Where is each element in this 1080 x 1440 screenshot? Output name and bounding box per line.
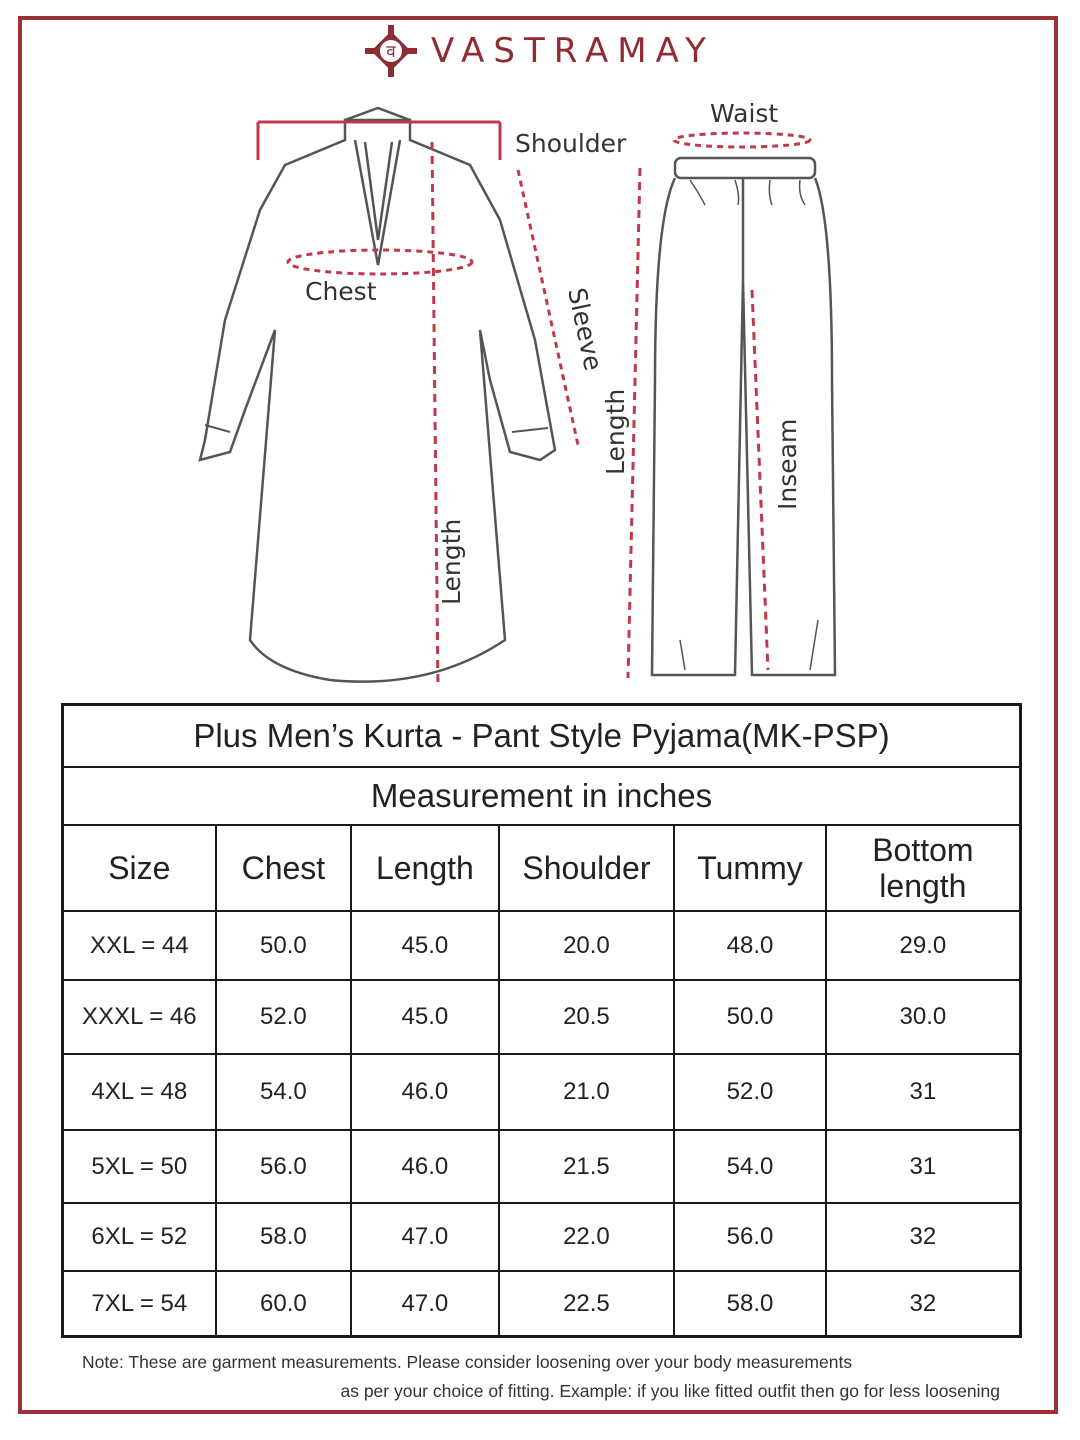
table-row xyxy=(63,1203,1021,1271)
kurta-drawing xyxy=(200,108,555,682)
bottom-length-cell: 30.0 xyxy=(826,980,1021,1054)
length-cell: 45.0 xyxy=(351,911,499,980)
bottom-length-cell: 31 xyxy=(826,1054,1021,1130)
bottom-length-cell: 32 xyxy=(826,1271,1021,1337)
size-chart-table xyxy=(61,703,1022,1338)
shoulder-cell: 20.5 xyxy=(499,980,675,1054)
tummy-cell: 54.0 xyxy=(674,1130,826,1203)
brand-name: VASTRAMAY xyxy=(431,31,715,71)
size-cell: XXL = 44 xyxy=(63,911,216,980)
bottom-length-cell: 31 xyxy=(826,1130,1021,1203)
tummy-cell: 56.0 xyxy=(674,1203,826,1271)
table-title: Plus Men’s Kurta - Pant Style Pyjama(MK-PSP) xyxy=(63,705,1021,768)
header-shoulder: Shoulder xyxy=(499,825,675,911)
shoulder-cell: 22.5 xyxy=(499,1271,675,1337)
table-row xyxy=(63,1271,1021,1337)
size-cell: 5XL = 50 xyxy=(63,1130,216,1203)
kurta-measure-lines xyxy=(258,122,578,688)
size-cell: 6XL = 52 xyxy=(63,1203,216,1271)
kurta-length-label: Length xyxy=(437,518,466,605)
table-row xyxy=(63,1054,1021,1130)
table-row xyxy=(63,1130,1021,1203)
size-cell: 7XL = 54 xyxy=(63,1271,216,1337)
chest-cell: 56.0 xyxy=(216,1130,352,1203)
chest-cell: 58.0 xyxy=(216,1203,352,1271)
header-size: Size xyxy=(63,825,216,911)
brand-header xyxy=(0,24,1080,78)
length-cell: 45.0 xyxy=(351,980,499,1054)
chest-cell: 50.0 xyxy=(216,911,352,980)
chest-cell: 52.0 xyxy=(216,980,352,1054)
pyjama-inseam-label: Inseam xyxy=(773,418,802,510)
footnote xyxy=(82,1348,1000,1406)
shoulder-cell: 22.0 xyxy=(499,1203,675,1271)
tummy-cell: 50.0 xyxy=(674,980,826,1054)
pyjama-drawing xyxy=(652,158,835,675)
footnote-line-1: Note: These are garment measurements. Please consider loosening over your body measurements xyxy=(82,1352,853,1372)
bottom-length-cell: 29.0 xyxy=(826,911,1021,980)
length-cell: 47.0 xyxy=(351,1203,499,1271)
brand-logo-glyph: व xyxy=(386,42,396,62)
shoulder-cell: 21.0 xyxy=(499,1054,675,1130)
shoulder-cell: 20.0 xyxy=(499,911,675,980)
table-subtitle: Measurement in inches xyxy=(63,767,1021,825)
header-chest: Chest xyxy=(216,825,352,911)
brand-logo-icon xyxy=(365,25,417,77)
tummy-cell: 58.0 xyxy=(674,1271,826,1337)
table-row xyxy=(63,911,1021,980)
pyjama-length-label: Length xyxy=(601,388,630,475)
kurta-chest-label: Chest xyxy=(305,277,377,306)
length-cell: 47.0 xyxy=(351,1271,499,1337)
size-cell: XXXL = 46 xyxy=(63,980,216,1054)
garment-diagram xyxy=(0,80,1080,700)
chest-cell: 54.0 xyxy=(216,1054,352,1130)
kurta-shoulder-label: Shoulder xyxy=(515,129,627,158)
size-cell: 4XL = 48 xyxy=(63,1054,216,1130)
kurta-sleeve-label: Sleeve xyxy=(562,285,608,374)
header-bottom-length: Bottom length xyxy=(826,825,1021,911)
length-cell: 46.0 xyxy=(351,1054,499,1130)
length-cell: 46.0 xyxy=(351,1130,499,1203)
tummy-cell: 52.0 xyxy=(674,1054,826,1130)
table-row xyxy=(63,980,1021,1054)
header-tummy: Tummy xyxy=(674,825,826,911)
chest-cell: 60.0 xyxy=(216,1271,352,1337)
tummy-cell: 48.0 xyxy=(674,911,826,980)
pyjama-waist-label: Waist xyxy=(710,99,779,128)
shoulder-cell: 21.5 xyxy=(499,1130,675,1203)
header-length: Length xyxy=(351,825,499,911)
footnote-line-2: as per your choice of fitting. Example: if you like fitted outfit then go for less loosening xyxy=(340,1381,1000,1401)
bottom-length-cell: 32 xyxy=(826,1203,1021,1271)
table-header-row xyxy=(63,825,1021,911)
